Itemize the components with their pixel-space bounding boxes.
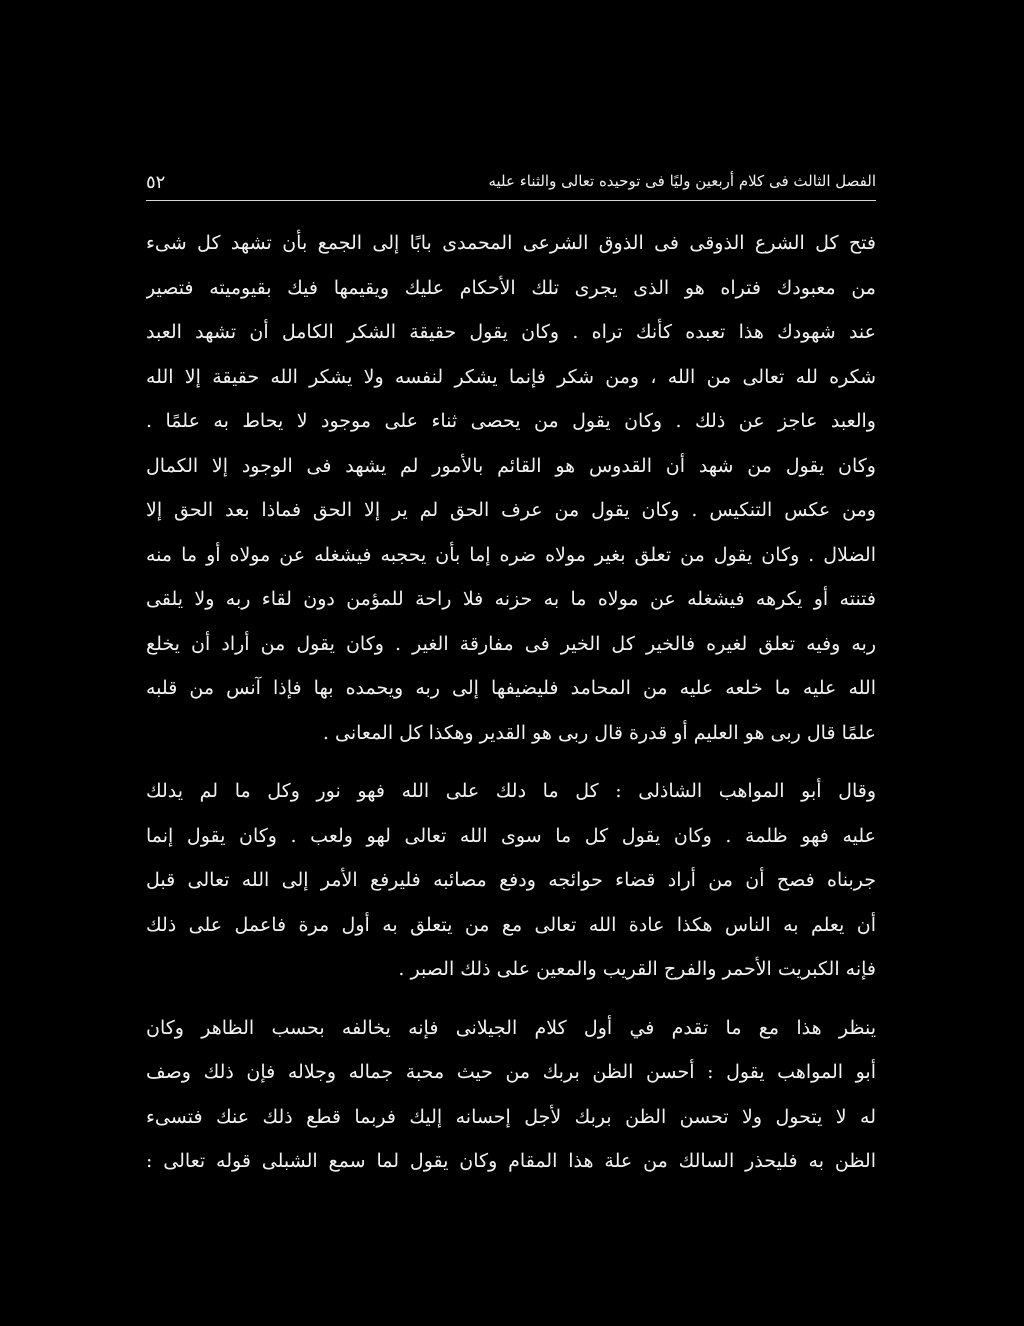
text-line: له لا يتحول ولا تحسن الظن بربك لأجل إحسانه إليك فربما قطع ذلك عنك فتسىء [146, 1105, 876, 1128]
text-line: الضلال . وكان يقول من تعلق بغير مولاه ضره إما بأن يحجبه فيشغله عن مولاه أو ما منه [146, 543, 876, 566]
paragraph-1 [146, 221, 876, 755]
text-line: أن يعلم به الناس هكذا عادة الله تعالى مع من يتعلق به أول مرة فاعمل على ذلك [146, 913, 876, 936]
paragraph-gap [146, 755, 876, 769]
text-line: ينظر هذا مع ما تقدم في أول كلام الجيلانى فإنه يخالفه بحسب الظاهر وكان [146, 1016, 876, 1039]
text-line: فإنه الكبريت الأحمر والفرج القريب والمعين على ذلك الصبر . [398, 958, 876, 980]
page-number: ٥٢ [146, 172, 166, 193]
text-line: ربه وفيه تعلق لغيره فالخير كل الخير فى مفارقة الغير . وكان يقول من أراد أن يخلع [146, 632, 876, 655]
text-line: علمًا قال ربى هو العليم أو قدرة قال ربى هو القدير وهكذا كل المعانى . [322, 721, 876, 744]
text-line: ومن عكس التنكيس . وكان يقول من عرف الحق لم ير إلا الحق فماذا بعد الحق إلا [146, 499, 876, 521]
text-line: أبو المواهب يقول : أحسن الظن بربك من حيث محبة جماله وجلاله فإن ذلك وصف [146, 1061, 876, 1083]
header-rule [146, 200, 876, 201]
text-line: عليه فهو ظلمة . وكان يقول كل ما سوى الله تعالى لهو ولعب . وكان يقول إنما [146, 824, 876, 847]
text-line: شكره لله تعالى من الله ، ومن شكر فإنما يشكر لنفسه ولا يشكر الله حقيقة إلا الله [146, 365, 876, 388]
text-line: وكان يقول من شهد أن القدوس هو القائم بالأمور لم يشهد فى الوجود إلا الكمال [146, 454, 876, 477]
running-title: الفصل الثالث فى كلام أربعين وليًا فى توحيده تعالى والثناء عليه [488, 172, 876, 190]
text-line: الله عليه ما خلعه عليه من المحامد فليضيفها إلى ربه ويحمده بها فإذا آنس من قلبه [146, 677, 876, 699]
text-line: وقال أبو المواهب الشاذلى : كل ما دلك على الله فهو نور وكل ما لم يدلك [146, 780, 876, 802]
paragraph-2 [146, 769, 876, 992]
running-header [146, 166, 876, 200]
paragraph-gap [146, 992, 876, 1006]
text-line: عند شهودك هذا تعبده كأنك تراه . وكان يقول حقيقة الشكر الكامل أن تشهد العبد [146, 321, 876, 343]
text-line: فتنته أو يكرهه فيشغله عن مولاه ما به حزنه فلا راحة للمؤمن دون لقاء ربه ولا يلقى [146, 588, 876, 610]
text-line: الظن به فليحذر السالك من علة هذا المقام وكان يقول لما سمع الشبلى قوله تعالى : [146, 1150, 876, 1172]
text-line: من معبودك فتراه هو الذى يجرى تلك الأحكام عليك ويقيمها فيك بقيوميته فتصير [146, 276, 876, 299]
text-line: والعبد عاجز عن ذلك . وكان يقول من يحصى ثناء على موجود لا يحاط به علمًا . [146, 410, 876, 432]
paragraph-3 [146, 1006, 876, 1184]
text-line: جربناه فصح أن من أراد قضاء حوائجه ودفع مصائبه فليرفع الأمر إلى الله تعالى قبل [146, 869, 876, 891]
text-line: فتح كل الشرع الذوقى فى الذوق الشرعى المحمدى بابًا إلى الجمع بأن تشهد كل شىء [146, 232, 876, 254]
book-page [146, 166, 876, 1184]
